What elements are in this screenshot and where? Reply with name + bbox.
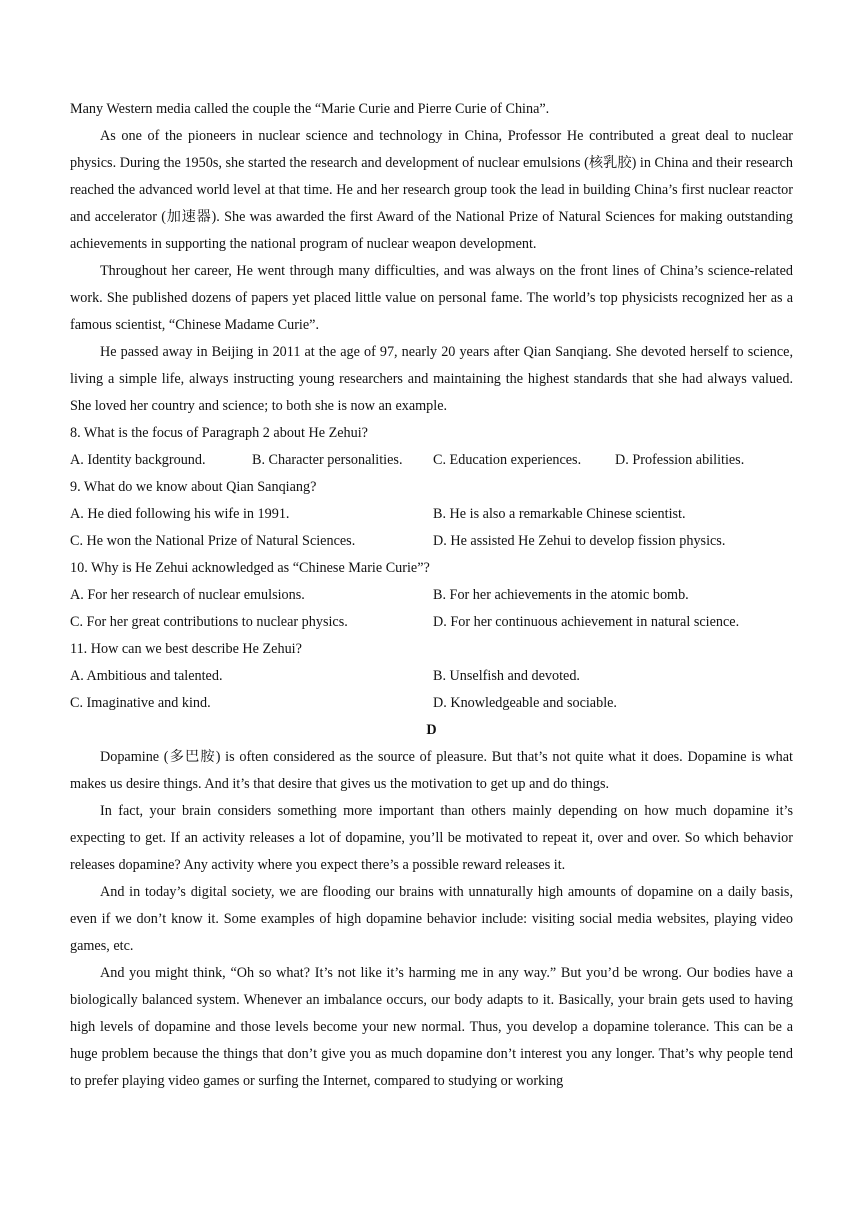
question-11-stem: 11. How can we best describe He Zehui?	[70, 641, 302, 657]
passage-d-paragraph-2: In fact, your brain considers something more important than others mainly depending on how much dopamine it’s expecting to get. If an activity releases a lot of dopamine, you’ll be motivated to repeat it, over and over. So which behavior releases dopamine? Any activity where you expect there’s a possible reward releases it.	[70, 803, 793, 873]
question-11-option-b: B. Unselfish and devoted.	[433, 668, 580, 684]
question-10-option-a: A. For her research of nuclear emulsions.	[70, 587, 305, 603]
passage-d-heading: D	[426, 722, 437, 738]
question-9-options-row-1	[70, 501, 793, 528]
question-9-option-c: C. He won the National Prize of Natural Sciences.	[70, 533, 356, 549]
question-8-stem: 8. What is the focus of Paragraph 2 about He Zehui?	[70, 425, 368, 441]
question-11-option-a: A. Ambitious and talented.	[70, 668, 223, 684]
question-11-options-row-1	[70, 663, 793, 690]
question-11-option-d: D. Knowledgeable and sociable.	[433, 695, 617, 711]
question-11-options-row-2	[70, 690, 793, 717]
question-9-option-b: B. He is also a remarkable Chinese scientist.	[433, 506, 686, 522]
question-9-options-row-2	[70, 528, 793, 555]
question-8-option-b: B. Character personalities.	[252, 452, 403, 468]
passage-d-paragraph-4: And you might think, “Oh so what? It’s not like it’s harming me in any way.” But you’d be wrong. Our bodies have a biologically balanced system. Whenever an imbalance occurs, our body adapts to it. Basically, your brain gets used to having high levels of dopamine and those levels become your new normal. Thus, you develop a dopamine tolerance. This can be a huge problem because the things that don’t give you as much dopamine don’t interest you any longer. That’s why people tend to prefer playing video games or surfing the Internet, compared to studying or working	[70, 965, 793, 1089]
question-8-option-c: C. Education experiences.	[433, 452, 582, 468]
question-10-options-row-1	[70, 582, 793, 609]
passage-c-paragraph-2: Throughout her career, He went through many difficulties, and was always on the front lines of China’s science-related work. She published dozens of papers yet placed little value on personal fame. The world’s top physicists recognized her as a famous scientist, “Chinese Madame Curie”.	[70, 263, 793, 333]
question-10-options-row-2	[70, 609, 793, 636]
question-11-option-c: C. Imaginative and kind.	[70, 695, 211, 711]
passage-c-paragraph-0: Many Western media called the couple the “Marie Curie and Pierre Curie of China”.	[70, 101, 550, 117]
question-8-options	[70, 447, 793, 474]
question-8-option-d: D. Profession abilities.	[615, 452, 745, 468]
passage-c-paragraph-1: As one of the pioneers in nuclear science and technology in China, Professor He contributed a great deal to nuclear physics. During the 1950s, she started the research and development of nuclear emulsions (核乳胶) in China and their research reached the advanced world level at that time. He and her research group took the lead in building China’s first nuclear reactor and accelerator (加速器). She was awarded the first Award of the National Prize of Natural Sciences for making outstanding achievements in supporting the national program of nuclear weapon development.	[70, 128, 793, 252]
question-9-stem: 9. What do we know about Qian Sanqiang?	[70, 479, 317, 495]
question-8-option-a: A. Identity background.	[70, 452, 206, 468]
question-10-option-b: B. For her achievements in the atomic bomb.	[433, 587, 689, 603]
question-10-option-d: D. For her continuous achievement in natural science.	[433, 614, 740, 630]
document-page	[70, 96, 793, 1095]
question-9-option-d: D. He assisted He Zehui to develop fission physics.	[433, 533, 726, 549]
question-9-option-a: A. He died following his wife in 1991.	[70, 506, 290, 522]
passage-d-paragraph-1: Dopamine (多巴胺) is often considered as the source of pleasure. But that’s not quite what it does. Dopamine is what makes us desire things. And it’s that desire that gives us the motivation to get up and do things.	[70, 749, 793, 792]
question-10-option-c: C. For her great contributions to nuclear physics.	[70, 614, 348, 630]
question-10-stem: 10. Why is He Zehui acknowledged as “Chinese Marie Curie”?	[70, 560, 430, 576]
passage-d-paragraph-3: And in today’s digital society, we are flooding our brains with unnaturally high amounts of dopamine on a daily basis, even if we don’t know it. Some examples of high dopamine behavior include: visiting social media websites, playing video games, etc.	[70, 884, 793, 954]
passage-c-paragraph-3: He passed away in Beijing in 2011 at the age of 97, nearly 20 years after Qian Sanqiang. She devoted herself to science, living a simple life, always instructing young researchers and maintaining the highest standards that she had always valued. She loved her country and science; to both she is now an example.	[70, 344, 793, 414]
